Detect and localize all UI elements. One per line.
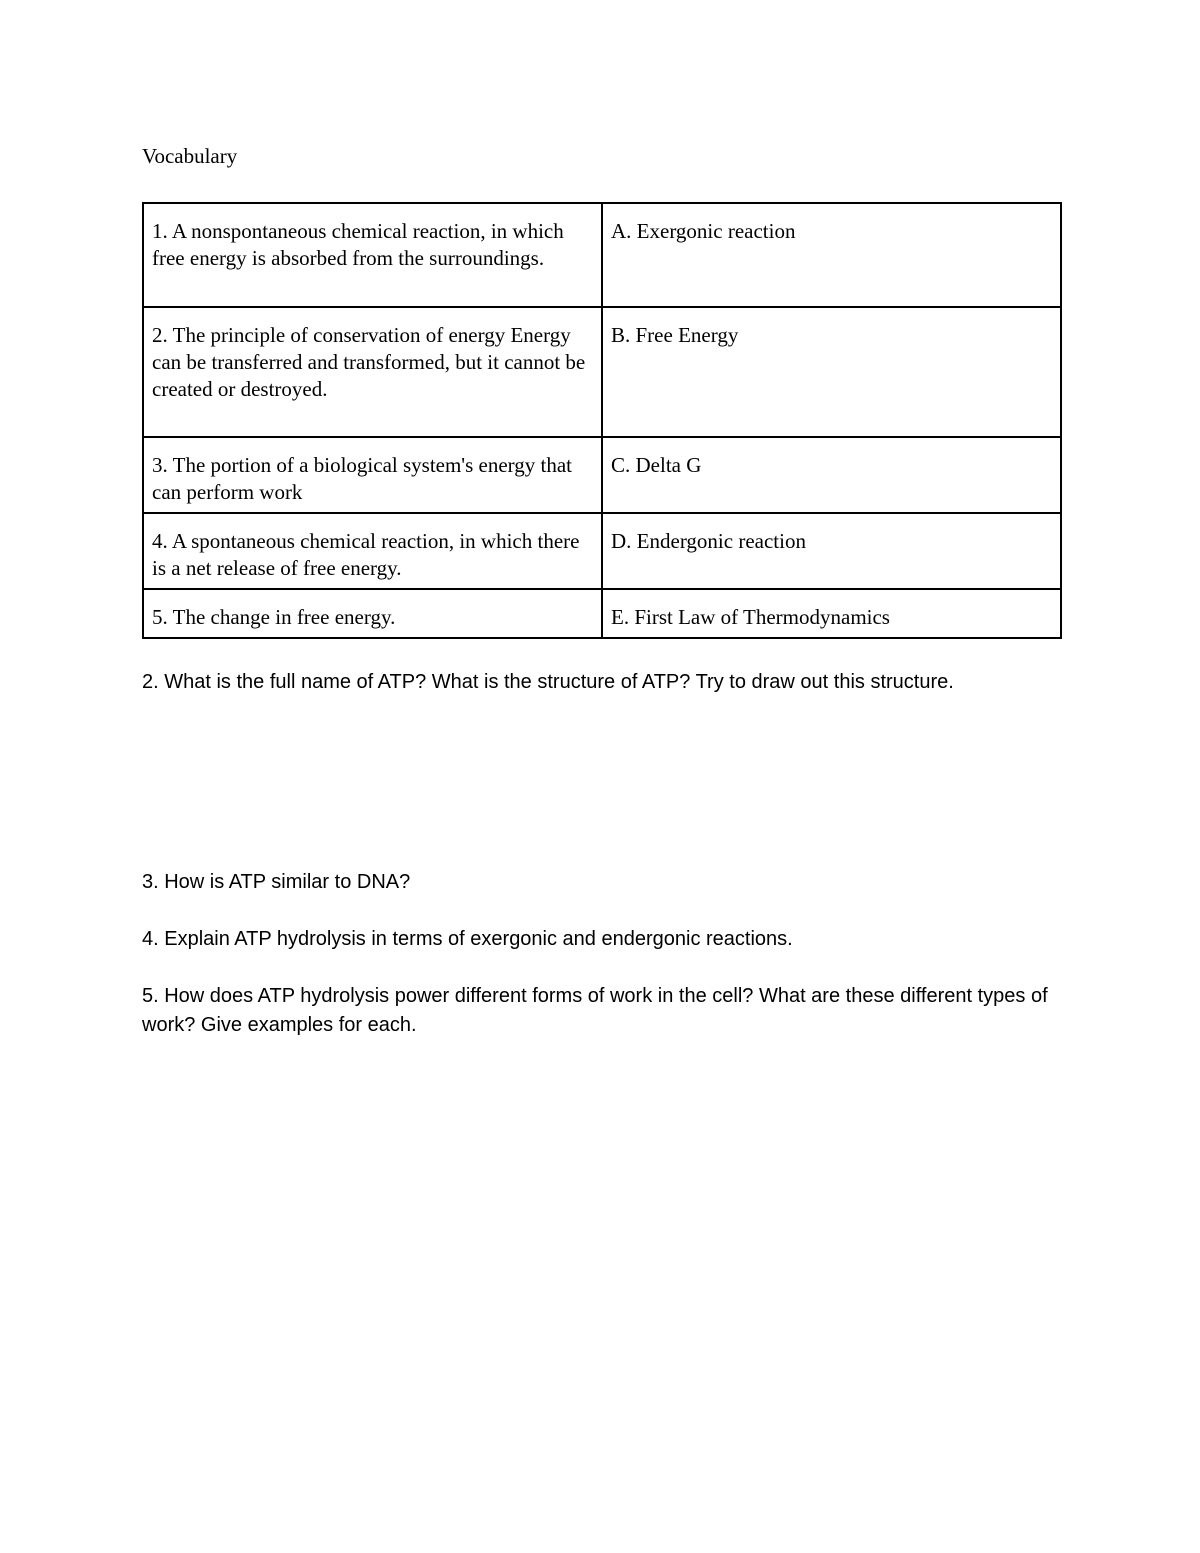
section-heading: Vocabulary: [142, 144, 238, 168]
table-row: [143, 203, 1061, 307]
definition-cell: 3. The portion of a biological system's energy that can perform work: [143, 437, 602, 513]
table-row: [143, 589, 1061, 638]
vocabulary-table: [142, 202, 1062, 639]
definition-cell: 1. A nonspontaneous chemical reaction, in which free energy is absorbed from the surroundings.: [143, 203, 602, 307]
question-2: 2. What is the full name of ATP? What is the structure of ATP? Try to draw out this structure.: [142, 671, 954, 693]
table-row: [143, 513, 1061, 589]
question-3: 3. How is ATP similar to DNA?: [142, 871, 411, 893]
definition-cell: 2. The principle of conservation of energy Energy can be transferred and transformed, but it cannot be created or destroyed.: [143, 307, 602, 437]
term-cell: B. Free Energy: [602, 307, 1061, 437]
term-cell: A. Exergonic reaction: [602, 203, 1061, 307]
definition-cell: 5. The change in free energy.: [143, 589, 602, 638]
term-cell: C. Delta G: [602, 437, 1061, 513]
term-cell: E. First Law of Thermodynamics: [602, 589, 1061, 638]
term-cell: D. Endergonic reaction: [602, 513, 1061, 589]
question-4: 4. Explain ATP hydrolysis in terms of exergonic and endergonic reactions.: [142, 928, 793, 950]
table-row: [143, 437, 1061, 513]
definition-cell: 4. A spontaneous chemical reaction, in which there is a net release of free energy.: [143, 513, 602, 589]
question-5: 5. How does ATP hydrolysis power different forms of work in the cell? What are these different types of work? Give examples for each.: [142, 985, 1048, 1036]
table-row: [143, 307, 1061, 437]
